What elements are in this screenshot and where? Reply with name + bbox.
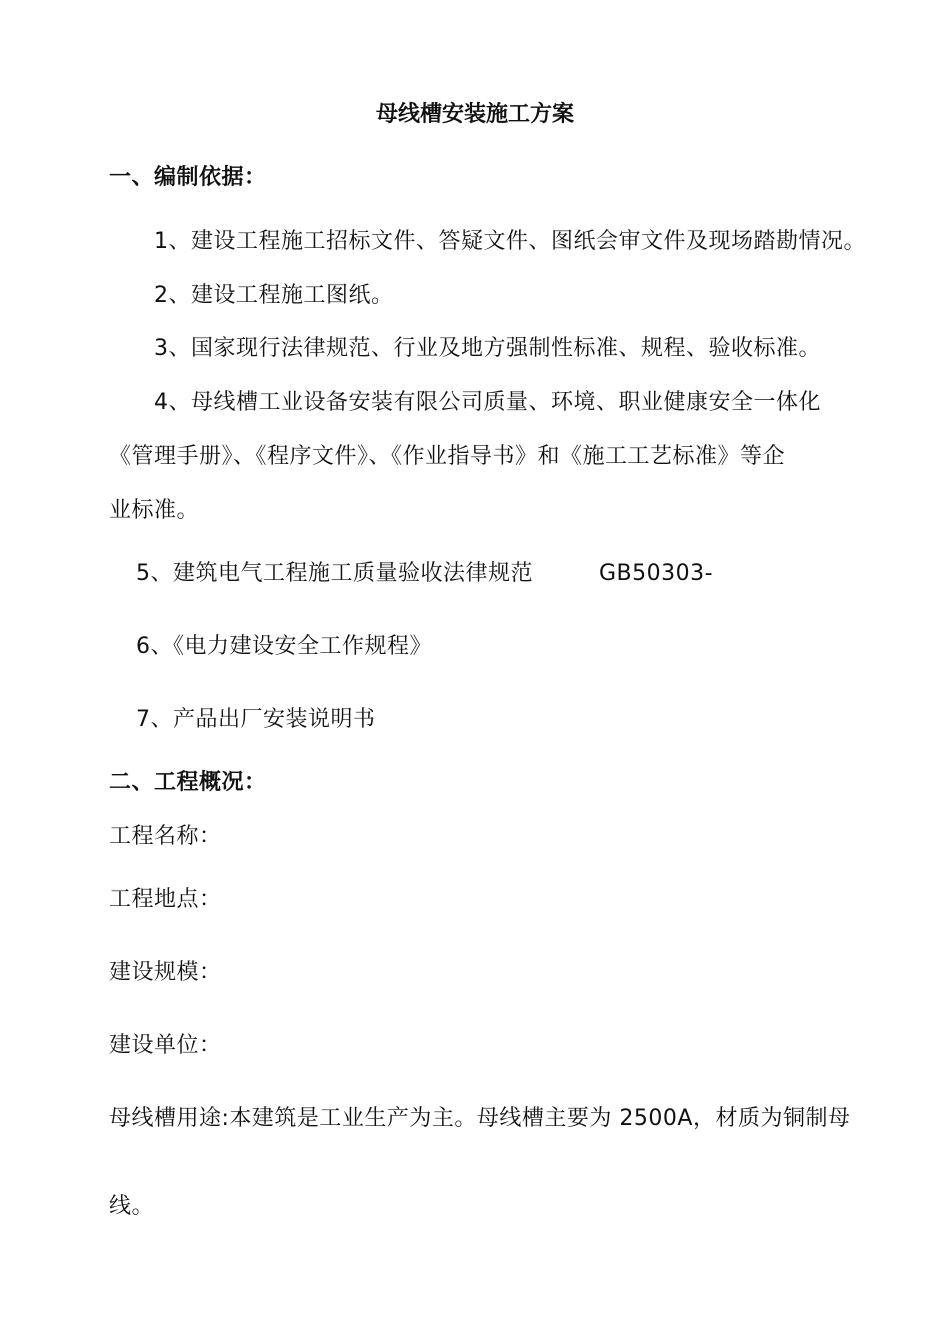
basis-item-2: 2、建设工程施工图纸。: [154, 283, 394, 308]
basis-item-6: 6、《电力建设安全工作规程》: [136, 634, 432, 659]
section-heading-overview: 二、工程概况：: [109, 770, 267, 795]
standard-code: GB50303-: [599, 561, 714, 586]
basis-item-3: 3、国家现行法律规范、行业及地方强制性标准、规程、验收标准。: [154, 336, 821, 361]
basis-item-4-line2: 《管理手册》、《程序文件》、《作业指导书》和《施工工艺标准》等企: [109, 444, 786, 469]
basis-item-1: 1、建设工程施工招标文件、答疑文件、图纸会审文件及现场踏勘情况。: [154, 229, 866, 254]
field-construction-scale: 建设规模：: [109, 960, 222, 985]
basis-item-5-text: 5、建筑电气工程施工质量验收法律规范: [136, 561, 533, 586]
basis-item-7: 7、产品出厂安装说明书: [136, 707, 376, 732]
basis-item-4-line3: 业标准。: [109, 498, 200, 523]
busway-usage-line2: 线。: [109, 1194, 155, 1219]
field-construction-unit: 建设单位：: [109, 1033, 222, 1058]
basis-item-4-line1: 4、母线槽工业设备安装有限公司质量、环境、职业健康安全一体化: [154, 390, 821, 415]
document-title: 母线槽安装施工方案: [375, 102, 574, 127]
section-heading-basis: 一、编制依据：: [109, 165, 267, 190]
basis-item-5: [136, 559, 713, 589]
field-project-location: 工程地点：: [109, 887, 222, 912]
busway-usage-line1: 母线槽用途:本建筑是工业生产为主。母线槽主要为 2500A，材质为铜制母: [109, 1106, 851, 1131]
field-project-name: 工程名称：: [109, 824, 222, 849]
